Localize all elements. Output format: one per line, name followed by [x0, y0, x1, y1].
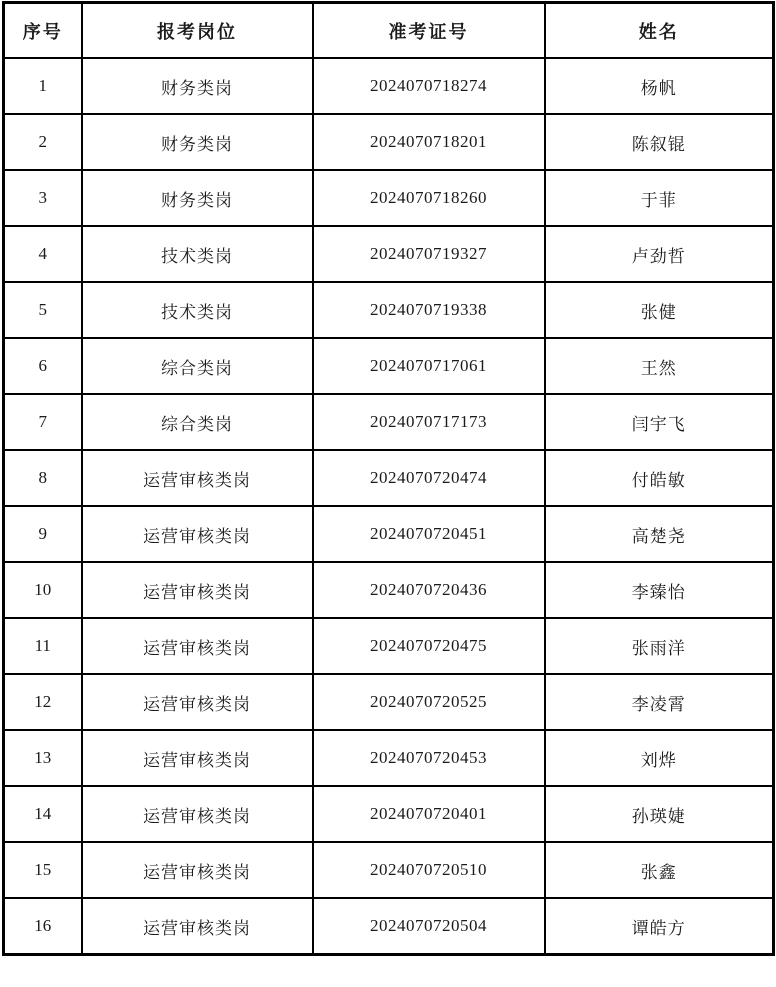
cell-position: 财务类岗: [82, 58, 313, 114]
table-row: [4, 898, 774, 955]
cell-name: 陈叙锟: [545, 114, 774, 170]
cell-position: 财务类岗: [82, 114, 313, 170]
header-name: 姓名: [545, 3, 774, 59]
table-row: [4, 842, 774, 898]
cell-name: 李凌霄: [545, 674, 774, 730]
cell-ticket: 2024070720474: [313, 450, 545, 506]
cell-ticket: 2024070717173: [313, 394, 545, 450]
cell-position: 运营审核类岗: [82, 562, 313, 618]
cell-position: 运营审核类岗: [82, 674, 313, 730]
table-row: [4, 170, 774, 226]
cell-name: 李臻怡: [545, 562, 774, 618]
cell-serial: 4: [4, 226, 82, 282]
cell-name: 杨帆: [545, 58, 774, 114]
cell-ticket: 2024070720453: [313, 730, 545, 786]
cell-position: 运营审核类岗: [82, 450, 313, 506]
table-header-row: [4, 3, 774, 59]
cell-position: 财务类岗: [82, 170, 313, 226]
cell-serial: 13: [4, 730, 82, 786]
cell-serial: 16: [4, 898, 82, 955]
cell-serial: 9: [4, 506, 82, 562]
cell-name: 卢劲哲: [545, 226, 774, 282]
table-row: [4, 338, 774, 394]
cell-serial: 8: [4, 450, 82, 506]
cell-serial: 7: [4, 394, 82, 450]
cell-serial: 2: [4, 114, 82, 170]
cell-ticket: 2024070719327: [313, 226, 545, 282]
cell-position: 运营审核类岗: [82, 898, 313, 955]
table-row: [4, 58, 774, 114]
table-row: [4, 674, 774, 730]
table-body: [4, 58, 774, 955]
cell-name: 张雨洋: [545, 618, 774, 674]
cell-name: 张鑫: [545, 842, 774, 898]
cell-name: 王然: [545, 338, 774, 394]
cell-ticket: 2024070720451: [313, 506, 545, 562]
cell-ticket: 2024070718260: [313, 170, 545, 226]
cell-name: 张健: [545, 282, 774, 338]
cell-position: 综合类岗: [82, 394, 313, 450]
cell-position: 运营审核类岗: [82, 842, 313, 898]
header-ticket: 准考证号: [313, 3, 545, 59]
cell-serial: 11: [4, 618, 82, 674]
table-row: [4, 786, 774, 842]
cell-position: 综合类岗: [82, 338, 313, 394]
cell-position: 技术类岗: [82, 282, 313, 338]
cell-serial: 12: [4, 674, 82, 730]
cell-name: 孙瑛婕: [545, 786, 774, 842]
table-row: [4, 618, 774, 674]
table-row: [4, 226, 774, 282]
cell-serial: 3: [4, 170, 82, 226]
cell-position: 运营审核类岗: [82, 786, 313, 842]
cell-serial: 6: [4, 338, 82, 394]
header-position: 报考岗位: [82, 3, 313, 59]
cell-serial: 14: [4, 786, 82, 842]
cell-position: 运营审核类岗: [82, 506, 313, 562]
table-row: [4, 562, 774, 618]
cell-position: 技术类岗: [82, 226, 313, 282]
candidate-table: [2, 1, 775, 956]
cell-name: 谭皓方: [545, 898, 774, 955]
table-row: [4, 506, 774, 562]
cell-ticket: 2024070720510: [313, 842, 545, 898]
cell-ticket: 2024070720525: [313, 674, 545, 730]
table-row: [4, 730, 774, 786]
cell-ticket: 2024070717061: [313, 338, 545, 394]
cell-serial: 15: [4, 842, 82, 898]
cell-position: 运营审核类岗: [82, 618, 313, 674]
cell-position: 运营审核类岗: [82, 730, 313, 786]
table-row: [4, 394, 774, 450]
cell-ticket: 2024070720436: [313, 562, 545, 618]
cell-ticket: 2024070720401: [313, 786, 545, 842]
cell-serial: 10: [4, 562, 82, 618]
cell-ticket: 2024070718274: [313, 58, 545, 114]
cell-ticket: 2024070720504: [313, 898, 545, 955]
table-row: [4, 114, 774, 170]
cell-ticket: 2024070720475: [313, 618, 545, 674]
table-row: [4, 282, 774, 338]
header-serial: 序号: [4, 3, 82, 59]
cell-name: 闫宇飞: [545, 394, 774, 450]
cell-name: 刘烨: [545, 730, 774, 786]
cell-serial: 5: [4, 282, 82, 338]
cell-ticket: 2024070718201: [313, 114, 545, 170]
table-row: [4, 450, 774, 506]
cell-ticket: 2024070719338: [313, 282, 545, 338]
cell-name: 付皓敏: [545, 450, 774, 506]
cell-name: 高楚尧: [545, 506, 774, 562]
cell-name: 于菲: [545, 170, 774, 226]
cell-serial: 1: [4, 58, 82, 114]
